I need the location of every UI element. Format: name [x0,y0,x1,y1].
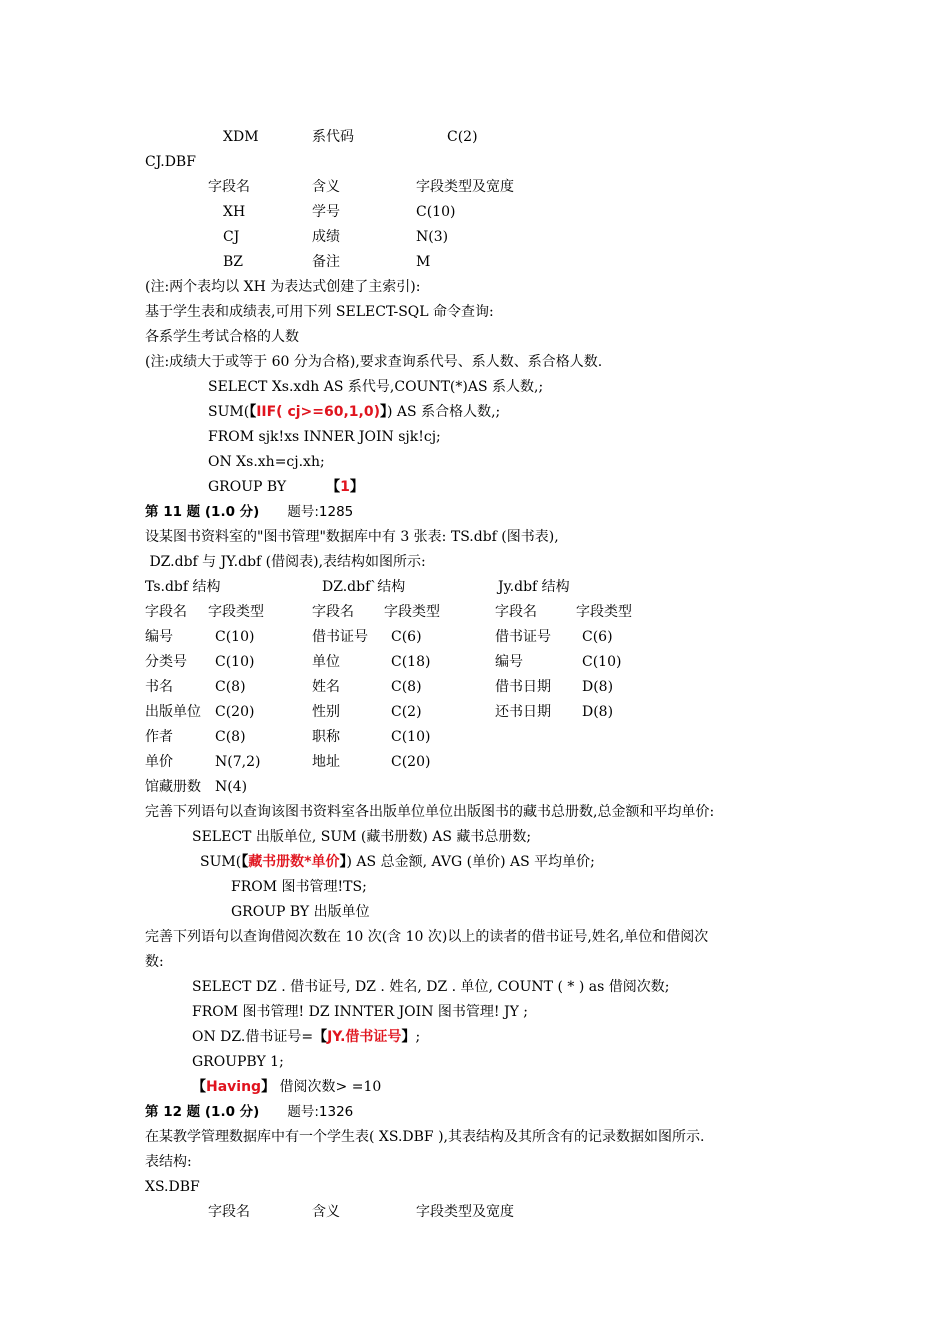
jy-row-name: 借书证号 [495,629,551,645]
dz-row-type: C(10) [391,729,431,745]
answer-bracket-open: 【 [241,854,249,870]
answer-bracket-close: 】 [349,479,364,495]
ts-col-type: 字段类型 [208,604,264,620]
cj-header-meaning: 含义 [312,179,340,195]
cj-row-xh-name: XH [223,204,246,220]
q11-sql-a4: GROUP BY 出版单位 [231,904,370,920]
answer-bracket-open: 【 [326,479,341,495]
cj-row-xh-meaning: 学号 [312,204,340,220]
cj-table-name: CJ.DBF [145,154,196,170]
ts-row-type: C(10) [215,629,255,645]
cj-row-bz-name: BZ [223,254,244,270]
xs-header-meaning: 含义 [312,1204,340,1220]
cj-row-cj-meaning: 成绩 [312,229,340,245]
q11-sql-a1: SELECT 出版单位, SUM (藏书册数) AS 藏书总册数; [192,829,532,845]
q11-intro2: DZ.dbf 与 JY.dbf (借阅表),表结构如图所示: [145,554,426,570]
jy-col-type: 字段类型 [576,604,632,620]
dz-row-type: C(2) [391,704,422,720]
cj-row-cj-type: N(3) [416,229,449,245]
dz-col-name: 字段名 [312,604,354,620]
ts-col-name: 字段名 [145,604,187,620]
xs-header-name: 字段名 [208,1204,250,1220]
ts-row-name: 出版单位 [145,704,201,720]
cj-row-xh-type: C(10) [416,204,456,220]
ts-row-name: 分类号 [145,654,187,670]
jy-col-name: 字段名 [495,604,537,620]
ts-row-name: 作者 [145,729,173,745]
xdm-field-meaning: 系代码 [312,129,354,145]
q12-title-line [145,1103,353,1121]
q11-sql-b1: SELECT DZ . 借书证号, DZ . 姓名, DZ . 单位, COUNT ( * ) as 借阅次数; [192,979,670,995]
answer-bracket-close: 】 [380,404,387,420]
q10-sql-line3: FROM sjk!xs INNER JOIN sjk!cj; [208,429,441,445]
q10-sql-line1: SELECT Xs.xdh AS 系代号,COUNT(*)AS 系人数,; [208,379,544,395]
q11-task1: 完善下列语句以查询该图书资料室各出版单位单位出版图书的藏书总册数,总金额和平均单价: [145,804,715,820]
jy-row-type: C(10) [582,654,622,670]
ts-row-type: N(4) [215,779,248,795]
ts-row-name: 馆藏册数 [145,779,201,795]
q11-b3-prefix: ON DZ.借书证号= [192,1029,314,1045]
jy-row-name: 借书日期 [495,679,551,695]
answer-bracket-close: 】 [401,1029,416,1045]
q10-sql2-suffix: ) AS 系合格人数,; [387,404,501,420]
dz-row-type: C(20) [391,754,431,770]
jy-row-type: C(6) [582,629,613,645]
dz-row-name: 借书证号 [312,629,368,645]
q12-intro: 在某教学管理数据库中有一个学生表( XS.DBF ),其表结构及其所含有的记录数据如图所示. [145,1129,705,1145]
cj-header-type: 字段类型及宽度 [416,179,514,195]
q10-task: 各系学生考试合格的人数 [145,329,299,345]
ts-row-name: 单价 [145,754,173,770]
q10-sql2-prefix: SUM( [208,404,250,420]
dz-row-type: C(18) [391,654,431,670]
ts-table-name: Ts.dbf 结构 [145,579,221,595]
jy-row-name: 编号 [495,654,523,670]
q10-sql-line2 [208,403,500,421]
q10-sql-line5 [208,478,364,496]
dz-row-type: C(6) [391,629,422,645]
q11-sql-b4: GROUPBY 1; [192,1054,284,1070]
dz-row-name: 姓名 [312,679,340,695]
q10-note2: (注:成绩大于或等于 60 分为合格),要求查询系代号、系人数、系合格人数. [145,354,603,370]
answer-bracket-open: 【 [249,404,257,420]
q11-title-line [145,503,353,521]
cj-row-bz-meaning: 备注 [312,254,340,270]
q11-b3-suffix: ; [415,1029,421,1045]
q10-sql-line4: ON Xs.xh=cj.xh; [208,454,325,470]
xdm-field-type: C(2) [447,129,478,145]
q11-a2-suffix: ) AS 总金额, AVG (单价) AS 平均单价; [346,854,595,870]
q11-title: 第 11 题 (1.0 分) [145,504,260,520]
dz-col-type: 字段类型 [384,604,440,620]
jy-row-type: D(8) [582,704,614,720]
ts-row-type: C(8) [215,729,246,745]
q11-b5-suffix: 借阅次数> =10 [275,1079,382,1095]
xs-header-type: 字段类型及宽度 [416,1204,514,1220]
ts-row-name: 编号 [145,629,173,645]
q11-sql-b2: FROM 图书管理! DZ INNTER JOIN 图书管理! JY ; [192,1004,528,1020]
q11-sql-a2 [200,853,595,871]
q10-sql5-prefix: GROUP BY [208,479,287,495]
dz-table-name: DZ.dbf`结构 [322,579,406,595]
dz-row-name: 职称 [312,729,340,745]
dz-row-type: C(8) [391,679,422,695]
cj-header-name: 字段名 [208,179,250,195]
q11-sql-b5 [192,1078,381,1096]
answer-bracket-open: 【 [192,1079,206,1095]
ts-row-type: C(10) [215,654,255,670]
cj-row-bz-type: M [416,254,431,270]
q12-title: 第 12 题 (1.0 分) [145,1104,260,1120]
q11-answer-sum: 藏书册数*单价 [248,854,340,870]
q11-number: 题号:1285 [287,504,354,520]
ts-row-name: 书名 [145,679,173,695]
q11-intro1: 设某图书资料室的"图书管理"数据库中有 3 张表: TS.dbf (图书表), [145,529,559,545]
answer-bracket-close: 】 [339,854,347,870]
q11-task2-line2: 数: [145,954,164,970]
dz-row-name: 单位 [312,654,340,670]
answer-bracket-close: 】 [261,1079,276,1095]
q12-struct-label: 表结构: [145,1154,192,1170]
cj-row-cj-name: CJ [223,229,240,245]
dz-row-name: 地址 [312,754,340,770]
q11-answer-having: Having [206,1079,262,1095]
q11-sql-a3: FROM 图书管理!TS; [231,879,367,895]
q10-answer-group: 1 [340,479,350,495]
q11-a2-prefix: SUM( [200,854,242,870]
q11-sql-b3 [192,1028,420,1046]
q11-task2-line1: 完善下列语句以查询借阅次数在 10 次(含 10 次)以上的读者的借书证号,姓名,单位和借阅次 [145,929,709,945]
jy-row-name: 还书日期 [495,704,551,720]
dz-row-name: 性别 [312,704,340,720]
q10-note1: (注:两个表均以 XH 为表达式创建了主索引): [145,279,421,295]
xdm-field-name: XDM [223,129,259,145]
xs-table-name: XS.DBF [145,1179,200,1195]
ts-row-type: C(8) [215,679,246,695]
jy-row-type: D(8) [582,679,614,695]
q10-answer-iif: IIF( cj>=60,1,0) [256,404,380,420]
answer-bracket-open: 【 [313,1029,328,1045]
ts-row-type: C(20) [215,704,255,720]
q10-intro: 基于学生表和成绩表,可用下列 SELECT-SQL 命令查询: [145,304,494,320]
q11-answer-join: JY.借书证号 [327,1029,402,1045]
ts-row-type: N(7,2) [215,754,261,770]
jy-table-name: Jy.dbf 结构 [498,579,570,595]
q12-number: 题号:1326 [287,1104,354,1120]
